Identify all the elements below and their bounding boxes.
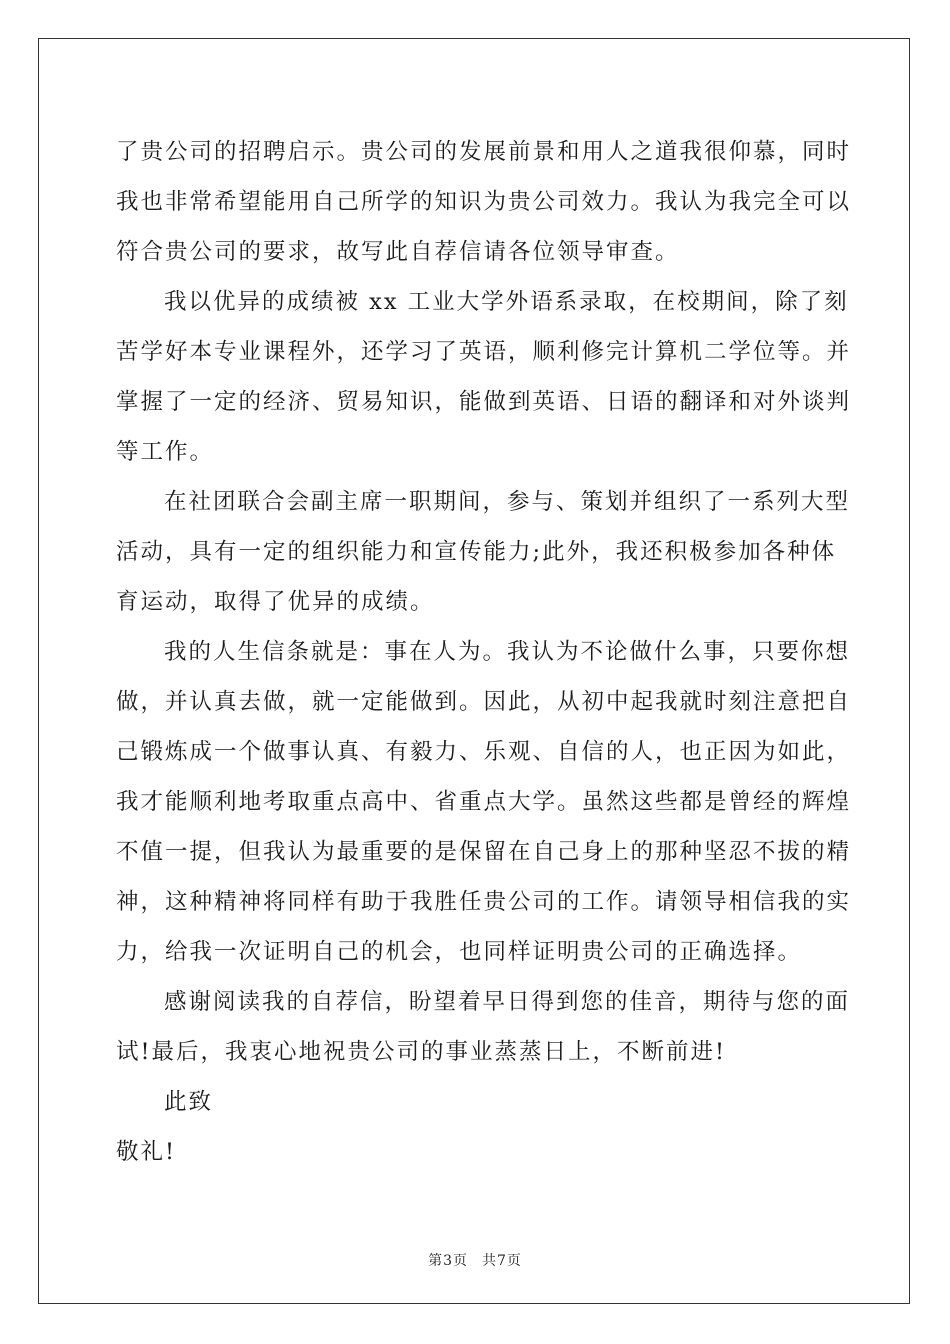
letter-line: 不值一提，但我认为最重要的是保留在自己身上的那种坚忍不拔的精 [116, 839, 852, 865]
page-number-total: 共7页 [482, 1253, 522, 1269]
letter-line: 做，并认真去做，就一定能做到。因此，从初中起我就时刻注意把自 [116, 689, 852, 715]
letter-line: 力，给我一次证明自己的机会，也同样证明贵公司的正确选择。 [116, 939, 803, 965]
letter-line: 我也非常希望能用自己所学的知识为贵公司效力。我认为我完全可以 [116, 189, 852, 215]
paragraph-start-line: 我的人生信条就是：事在人为。我认为不论做什么事，只要你想 [164, 639, 851, 665]
letter-line: 符合贵公司的要求，故写此自荐信请各位领导审查。 [116, 239, 680, 265]
letter-line: 了贵公司的招聘启示。贵公司的发展前景和用人之道我很仰慕，同时 [116, 139, 852, 165]
letter-line: 神，这种精神将同样有助于我胜任贵公司的工作。请领导相信我的实 [116, 889, 852, 915]
letter-line: 我才能顺利地考取重点高中、省重点大学。虽然这些都是曾经的辉煌 [116, 789, 852, 815]
page-number-current: 第3页 [428, 1253, 468, 1269]
letter-line: 己锻炼成一个做事认真、有毅力、乐观、自信的人，也正因为如此， [116, 739, 852, 765]
letter-line: 试!最后，我衷心地祝贵公司的事业蒸蒸日上，不断前进! [116, 1039, 727, 1065]
letter-line: 活动，具有一定的组织能力和宣传能力;此外，我还积极参加各种体 [116, 539, 837, 565]
letter-line: 等工作。 [116, 439, 215, 465]
letter-line: 苦学好本专业课程外，还学习了英语，顺利修完计算机二学位等。并 [116, 339, 852, 365]
closing-salutation: 此致 [164, 1089, 214, 1115]
letter-body [116, 127, 852, 1177]
closing-regards: 敬礼! [116, 1139, 177, 1165]
letter-line: 掌握了一定的经济、贸易知识，能做到英语、日语的翻译和对外谈判 [116, 389, 852, 415]
page-footer [0, 1250, 950, 1270]
letter-line: 育运动，取得了优异的成绩。 [116, 589, 435, 615]
paragraph-start-line: 我以优异的成绩被 xx 工业大学外语系录取，在校期间，除了刻 [164, 289, 849, 315]
paragraph-start-line: 感谢阅读我的自荐信，盼望着早日得到您的佳音，期待与您的面 [164, 989, 851, 1015]
paragraph-start-line: 在社团联合会副主席一职期间，参与、策划并组织了一系列大型 [164, 489, 851, 515]
